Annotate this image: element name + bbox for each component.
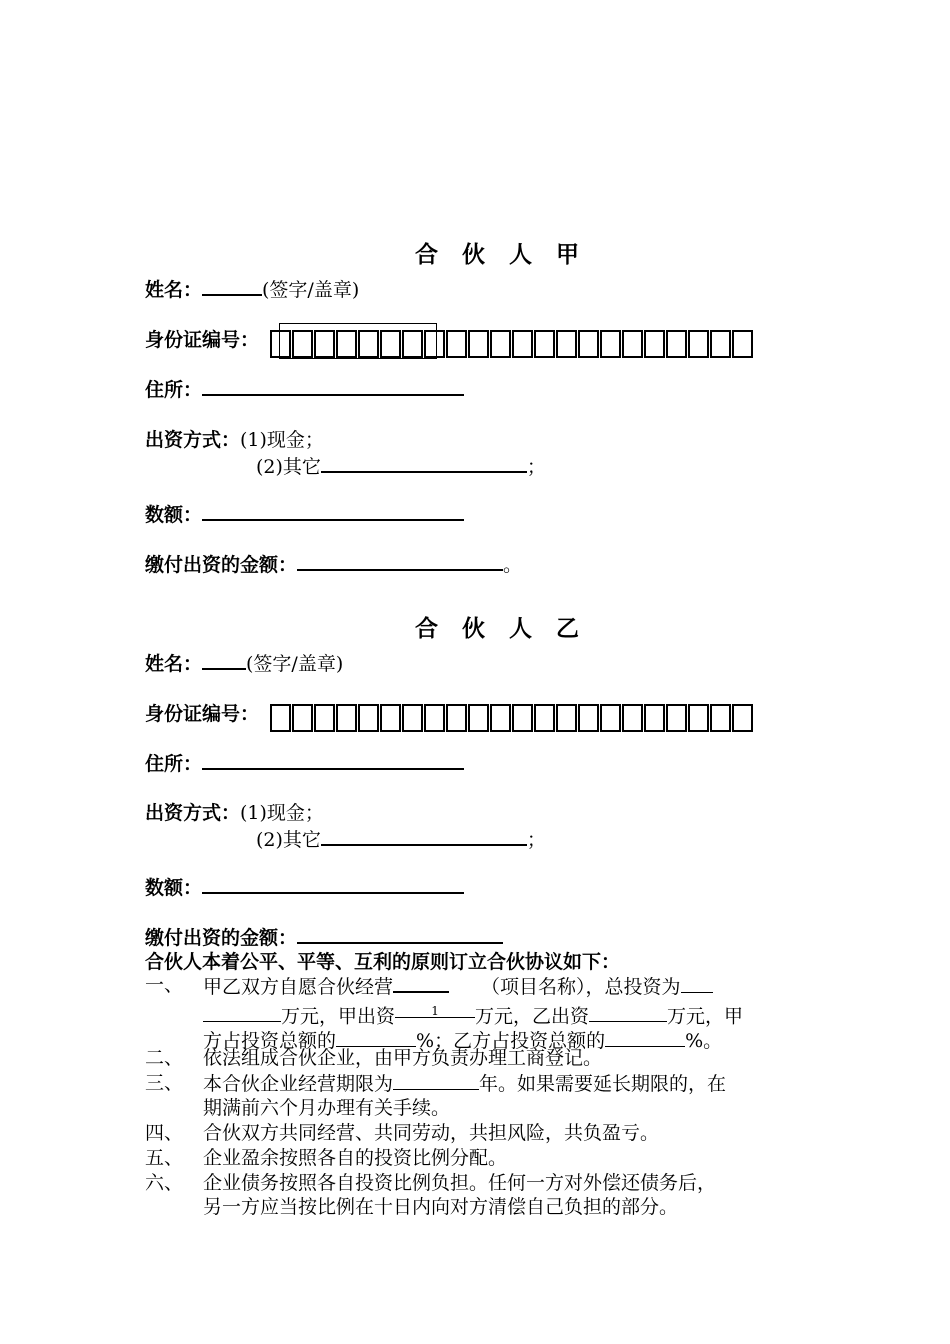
- partner-a-title: 合 伙 人 甲: [415, 241, 588, 268]
- address-blank[interactable]: [202, 750, 464, 770]
- partner-b-title: 合 伙 人 乙: [415, 615, 588, 642]
- amount-blank[interactable]: [202, 501, 464, 521]
- option-cash: (1)现金；: [240, 429, 324, 451]
- amount-label: 数额：: [145, 877, 203, 899]
- clause-2: 二、 依法组成合伙企业，由甲方负责办理工商登记。: [145, 1047, 603, 1069]
- partner-b-amount-row: [145, 873, 464, 900]
- amount-label: 数额：: [145, 504, 203, 526]
- paid-blank[interactable]: [297, 924, 503, 944]
- clause-1: 一、 甲乙双方自愿合伙经营 （项目名称），总投资为 万元，甲出资 $^1$ 万元，乙出资 万元，甲 方占投资总额的 %；乙方占投资总额的 %。: [145, 974, 744, 1053]
- id-label: 身份证编号：: [145, 703, 260, 725]
- partner-a-name-row: [145, 275, 359, 302]
- address-label: 住所：: [145, 379, 203, 401]
- name-label: 姓名：: [145, 279, 203, 301]
- b-investment-blank[interactable]: [589, 1003, 667, 1022]
- a-investment-blank[interactable]: [395, 999, 475, 1018]
- contribution-label: 出资方式：: [145, 802, 241, 824]
- partner-a-amount-row: [145, 500, 464, 527]
- clause-5: 五、 企业盈余按照各自的投资比例分配。: [145, 1147, 508, 1169]
- amount-blank[interactable]: [202, 874, 464, 894]
- partner-a-address-row: [145, 375, 464, 402]
- address-blank[interactable]: [202, 376, 464, 396]
- name-blank[interactable]: [202, 276, 262, 296]
- footnote-marker: 1: [431, 1004, 439, 1018]
- sign-suffix: (签字/盖章): [246, 653, 344, 675]
- partner-a-option-other: (2)其它 ；: [256, 452, 546, 479]
- sign-suffix: (签字/盖章): [262, 279, 360, 301]
- partner-a-paid-row: 缴付出资的金额： 。: [145, 550, 522, 577]
- id-number-boxes[interactable]: [270, 704, 754, 732]
- other-blank[interactable]: [321, 826, 527, 846]
- name-blank[interactable]: [202, 650, 246, 670]
- agreement-intro: 合伙人本着公平、平等、互利的原则订立合伙协议如下：: [145, 951, 621, 973]
- a-percent-blank[interactable]: [336, 1028, 416, 1047]
- partner-b-option-other: (2)其它 ；: [256, 825, 546, 852]
- total-investment-blank[interactable]: [681, 974, 713, 993]
- term-years-blank[interactable]: [393, 1071, 479, 1090]
- b-percent-blank[interactable]: [605, 1028, 685, 1047]
- partner-b-address-row: [145, 749, 464, 776]
- partner-a-contribution-row: [145, 425, 324, 452]
- id-number-boxes[interactable]: [270, 330, 754, 358]
- partner-b-name-row: [145, 649, 343, 676]
- partner-b-contribution-row: [145, 798, 324, 825]
- contribution-label: 出资方式：: [145, 429, 241, 451]
- name-label: 姓名：: [145, 653, 203, 675]
- id-label: 身份证编号：: [145, 329, 260, 351]
- clause-4: 四、 合伙双方共同经营、共同劳动，共担风险，共负盈亏。: [145, 1122, 660, 1144]
- paid-label: 缴付出资的金额：: [145, 927, 298, 949]
- address-label: 住所：: [145, 753, 203, 775]
- clause-6: 六、 企业债务按照各自投资比例负担。任何一方对外偿还债务后， 另一方应当按比例在十日内向对方清偿自己负担的部分。: [145, 1172, 717, 1218]
- clause-3: 三、 本合伙企业经营期限为 年。如果需要延长期限的，在 期满前六个月办理有关手续。: [145, 1072, 727, 1119]
- option-cash: (1)现金；: [240, 802, 324, 824]
- paid-label: 缴付出资的金额：: [145, 554, 298, 576]
- paid-blank[interactable]: [297, 551, 503, 571]
- other-blank[interactable]: [321, 453, 527, 473]
- project-name-blank[interactable]: [393, 973, 449, 993]
- partner-b-paid-row: [145, 923, 503, 950]
